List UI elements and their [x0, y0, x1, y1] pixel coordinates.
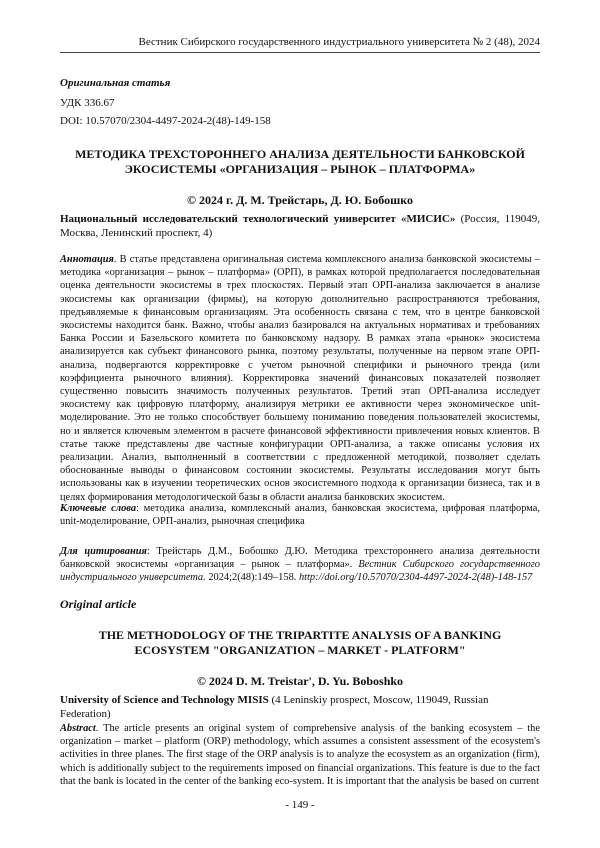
header-rule: [60, 52, 540, 53]
affiliation-ru-address: (Россия, 119049, Москва, Ленинский проспект, 4): [60, 213, 540, 239]
abstract-en: [60, 722, 540, 788]
affiliation-en-address: (4 Leninskiy prospect, Moscow, 119049, Russian Federation): [60, 694, 489, 720]
abstract-en-text: . The article presents an original system of comprehensive analysis of the banking ecosystem – the organization – market – platform (ORP) methodology, which assumes a consistent assessment of the ecosystem's activities in three planes. The first stage of the ORP analysis is to analyze the ecosystem as an organization (firm), which is additionally subject to the requirements imposed on financial organizations. This feature is due to the fact that the bank is located in the center of the banking eco-system. It is important that the analysis be based on current: [60, 723, 540, 787]
affiliation-en: [60, 693, 540, 721]
citation-ru-doi-link[interactable]: http://doi.org/10.57070/2304-4497-2024-2(48)-148-157: [296, 572, 533, 584]
title-en-line1: THE METHODOLOGY OF THE TRIPARTITE ANALYSIS OF A BANKING: [98, 628, 502, 642]
citation-ru-text: : Трейстарь Д.М., Бобошко Д.Ю. Методика трехстороннего анализа деятельности банковской экосистемы «организация – рынок – платформа».: [60, 546, 540, 571]
keywords-ru: [60, 502, 540, 528]
citation-ru-issue: 2024;2(48):149–158.: [205, 572, 297, 584]
title-ru: [60, 147, 540, 177]
doi-ru[interactable]: DOI: 10.57070/2304-4497-2024-2(48)-149-158: [60, 115, 271, 127]
title-en: [60, 628, 540, 658]
affiliation-ru: [60, 212, 540, 240]
abstract-en-label: Abstract: [60, 723, 96, 734]
title-en-line2: ECOSYSTEM "ORGANIZATION – MARKET - PLATFORM": [134, 643, 466, 657]
affiliation-ru-name: Национальный исследовательский технологический университет «МИСИС»: [60, 213, 456, 225]
article-type-ru: Оригинальная статья: [60, 77, 171, 89]
running-header: Вестник Сибирского государственного индустриального университета № 2 (48), 2024: [138, 36, 540, 48]
keywords-ru-text: : методика анализа, комплексный анализ, банковская экосистема, цифровая платформа, unit-моделирование, ОРП-анализ, рыночная специфика: [60, 503, 540, 528]
citation-ru-label: Для цитирования: [60, 546, 147, 557]
page-number: - 149 -: [285, 799, 315, 811]
keywords-ru-label: Ключевые слова: [60, 503, 137, 514]
citation-ru-journal: Вестник Сибирского государственного индустриального университета.: [60, 559, 540, 584]
authors-en: © 2024 D. M. Treistar', D. Yu. Boboshko: [196, 674, 404, 688]
title-ru-line2: ЭКОСИСТЕМЫ «ОРГАНИЗАЦИЯ – РЫНОК – ПЛАТФОРМА»: [124, 162, 476, 176]
article-type-en: Original article: [60, 597, 137, 611]
citation-ru: [60, 545, 540, 585]
authors-ru: © 2024 г. Д. М. Трейстарь, Д. Ю. Бобошко: [187, 193, 413, 207]
abstract-ru: [60, 253, 540, 504]
title-ru-line1: МЕТОДИКА ТРЕХСТОРОННЕГО АНАЛИЗА ДЕЯТЕЛЬНОСТИ БАНКОВСКОЙ: [75, 147, 525, 161]
abstract-ru-text: . В статье представлена оригинальная система комплексного анализа банковской экосистемы – методика «организация – рынок – платформа» (ОРП), в рамках которой предполагается последовательная оценка деятельности экосистемы в трех плоскостях. Первый этап ОРП-анализа заключается в анализе экосистемы как организации (фирмы), на которую дополнительно распространяются требования, предъявляемые к финансовым организациям. Эта особенность связана с тем, что в центре банковской экосистемы находится банк. Важно, чтобы анализ базировался на актуальных нормативах и требованиях Банка России и Базельского комитета по банковскому надзору. В рамках этапа «рынок» экосистема анализируется как субъект финансового рынка, поэтому результаты, полученные на первом этапе ОРП-анализа, подвергаются корректировке с учетом рыночной специфики и рыночного тренда (или коэффициента рыночного влияния). Корректировка значений финансовых показателей позволяет существенно повысить значимость полученных результатов. Третий этап ОРП-анализа исследует экосистему как цифровую платформу, анализируя метрики ее активности через экономическое unit-моделирование. Это не только способствует большему пониманию поведения пользователей экосистемы, но и является ключевым элементом в расчете финансовой эффективности привлечения новых клиентов. В статье также представлены две частные конфигурации ОРП-анализа, а также описаны условия их реализации. Анализ, выполненный в соответствии с предложенной методикой, позволяет сделать обоснованные выводы о финансовом состоянии экосистемы. Результаты исследования могут быть использованы как в изучении теоретических основ экосистемного подхода к организации бизнеса, так и в целях формирования методологической базы в области анализа банковских экосистем.: [60, 254, 540, 503]
udc-code: УДК 336.67: [60, 97, 115, 109]
abstract-ru-label: Аннотация: [60, 254, 114, 265]
affiliation-en-name: University of Science and Technology MISIS: [60, 694, 269, 706]
